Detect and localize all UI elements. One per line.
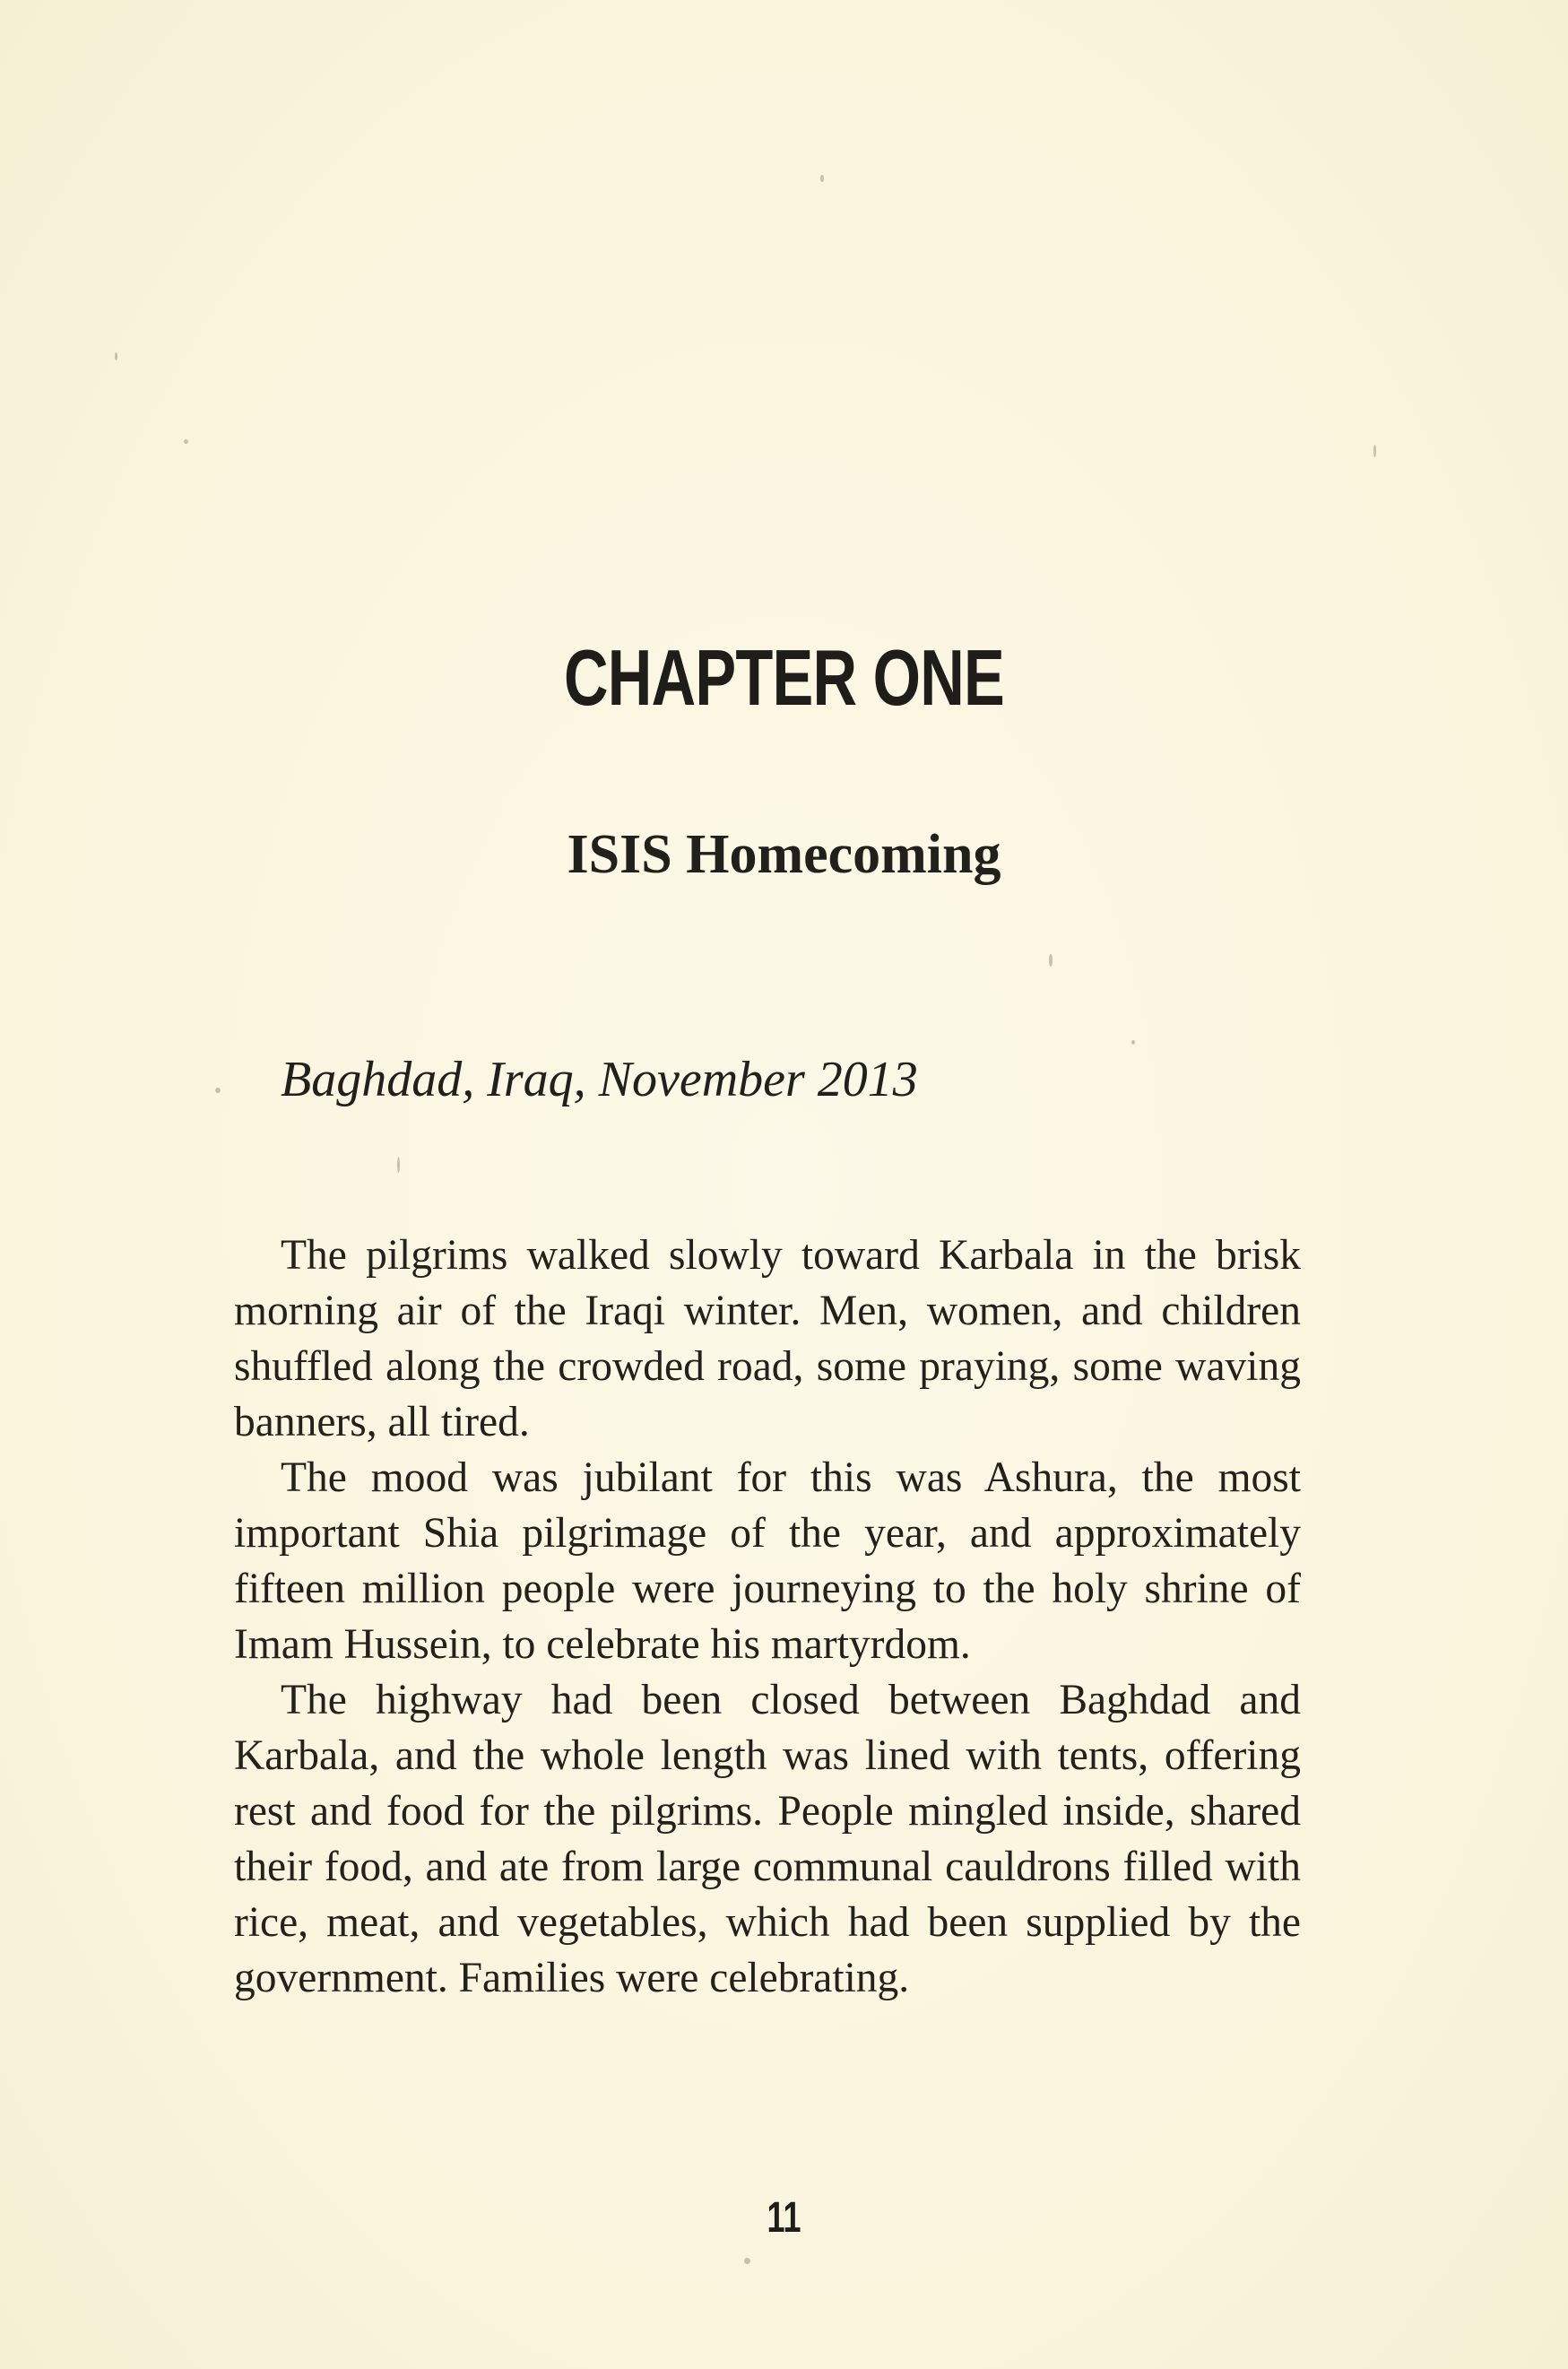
paragraph: The mood was jubilant for this was Ashura, the most important Shia pilgrimage of the year, and approximately fifteen million people were journeying to the holy shrine of Imam Hussein, to celebrate his martyrdom.	[234, 1454, 1301, 1668]
paper-speck	[1373, 445, 1376, 457]
page-number: 11	[767, 2194, 801, 2242]
paper-speck	[744, 2258, 750, 2264]
paper-speck	[820, 175, 824, 182]
paper-speck	[184, 439, 188, 444]
chapter-title: ISIS Homecoming	[567, 824, 1001, 885]
paragraph: The highway had been closed between Baghdad and Karbala, and the whole length was lined with tents, offering rest and food for the pilgrims. People mingled inside, shared their food, and ate from large communal cauldrons filled with rice, meat, and vegetables, which had been supplied by the government. Families were celebrating.	[234, 1677, 1301, 2001]
paragraph: The pilgrims walked slowly toward Karbala in the brisk morning air of the Iraqi winter. Men, women, and children shuffled along the crowded road, some praying, some waving banners, all tired.	[234, 1232, 1301, 1445]
dateline: Baghdad, Iraq, November 2013	[281, 1052, 918, 1107]
paper-speck	[397, 1157, 400, 1173]
paper-speck	[1049, 954, 1053, 967]
paper-speck	[215, 1088, 221, 1093]
body-text	[234, 1228, 1301, 2006]
chapter-label: CHAPTER ONE	[563, 633, 1005, 722]
paper-speck	[115, 352, 117, 360]
paper-speck	[1131, 1040, 1135, 1045]
